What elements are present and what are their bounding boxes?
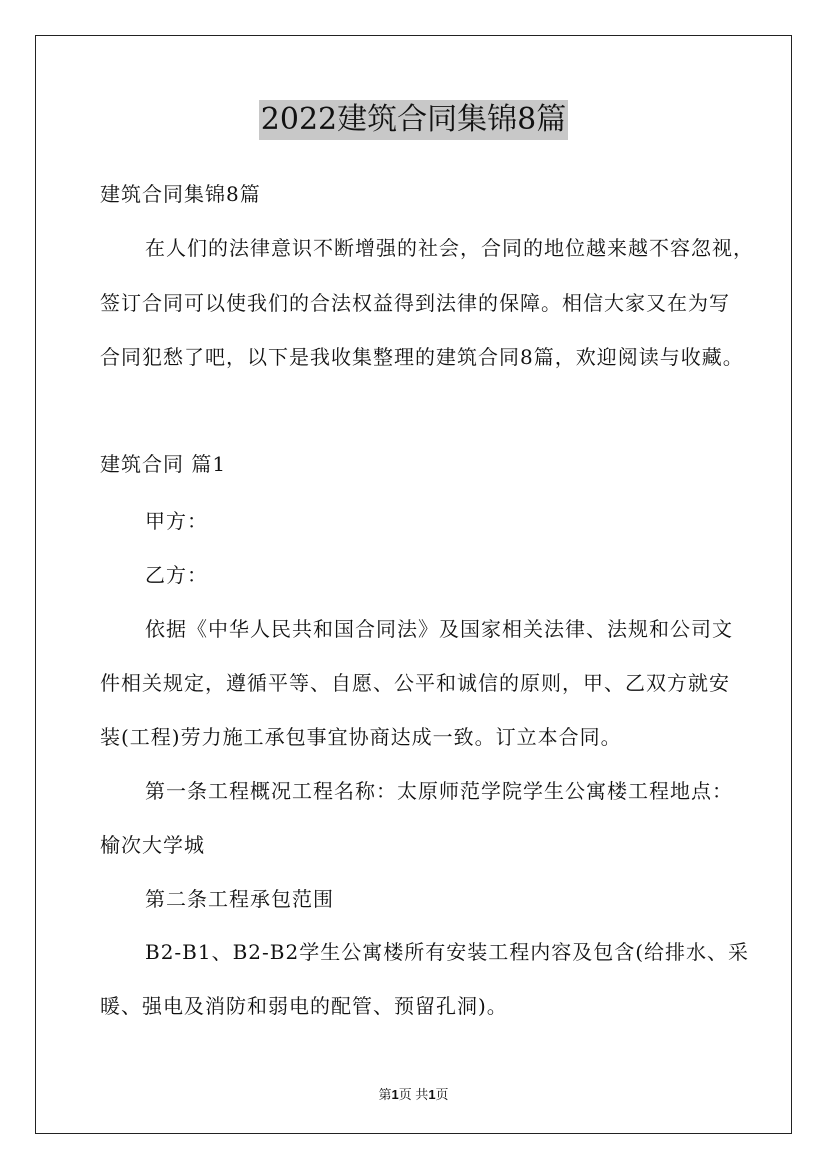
page-footer (0, 1084, 827, 1103)
article1-line-1: 第一条工程概况工程名称：太原师范学院学生公寓楼工程地点： (145, 779, 733, 803)
article2-line-1: B2-B1、B2-B2学生公寓楼所有安装工程内容及包含(给排水、采 (145, 940, 750, 964)
intro-line-2: 签订合同可以使我们的合法权益得到法律的保障。相信大家又在为写 (100, 291, 730, 315)
basis-line-1: 依据《中华人民共和国合同法》及国家相关法律、法规和公司文 (145, 617, 733, 641)
footer-total-pages: 1 (428, 1087, 436, 1102)
article2-heading: 第二条工程承包范围 (145, 887, 334, 911)
intro-line-1: 在人们的法律意识不断增强的社会，合同的地位越来越不容忽视， (145, 236, 754, 260)
footer-mid: 页 共 (398, 1087, 429, 1102)
subtitle: 建筑合同集锦8篇 (100, 182, 261, 206)
footer-suffix: 页 (435, 1087, 449, 1102)
article2-line-2: 暖、强电及消防和弱电的配管、预留孔洞)。 (100, 994, 508, 1018)
party-a-label: 甲方： (145, 509, 208, 533)
title-container (0, 100, 827, 140)
party-b-label: 乙方： (145, 563, 208, 587)
section-heading: 建筑合同 篇1 (100, 452, 227, 476)
basis-line-2: 件相关规定，遵循平等、自愿、公平和诚信的原则，甲、乙双方就安 (100, 671, 730, 695)
article1-line-2: 榆次大学城 (100, 833, 205, 857)
basis-line-3: 装(工程)劳力施工承包事宜协商达成一致。订立本合同。 (100, 725, 622, 749)
document-title: 2022建筑合同集锦8篇 (259, 100, 568, 140)
footer-prefix: 第 (378, 1087, 392, 1102)
intro-line-3: 合同犯愁了吧，以下是我收集整理的建筑合同8篇，欢迎阅读与收藏。 (100, 345, 744, 369)
footer-page-number: 1 (391, 1087, 399, 1102)
